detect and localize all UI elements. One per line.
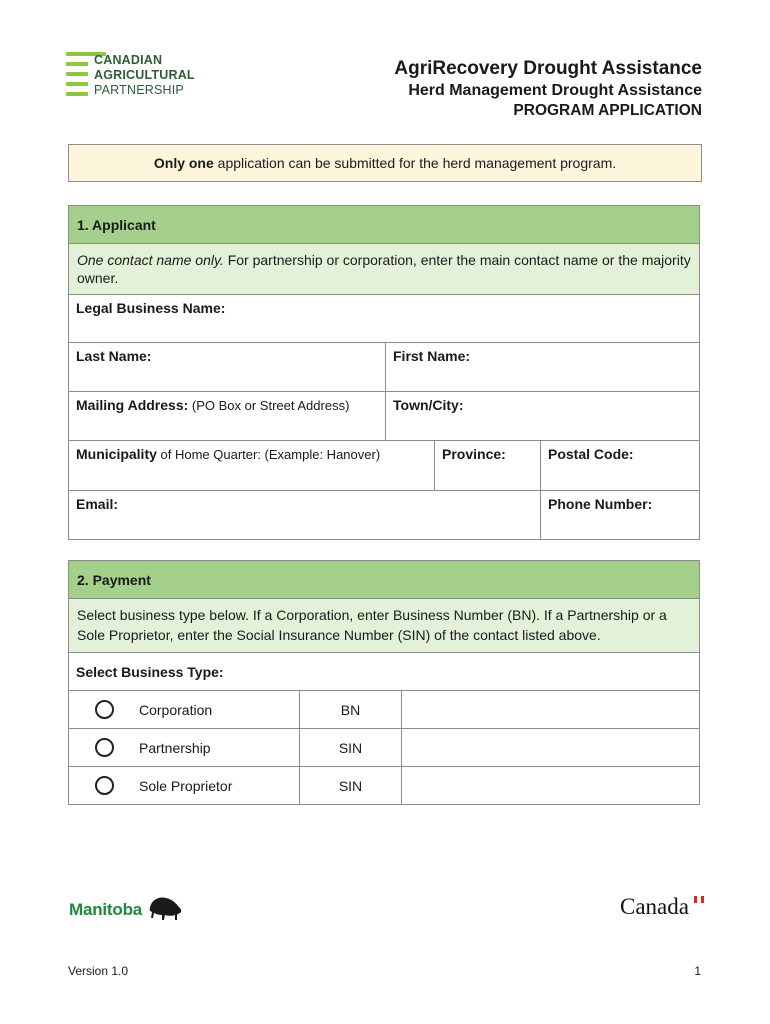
payment-heading: 2. Payment (69, 561, 699, 599)
payment-note: Select business type below. If a Corporation, enter Business Number (BN). If a Partnership or a Sole Proprietor, enter the Social Insurance Number (SIN) of the contact listed above. (69, 599, 699, 653)
applicant-note-text: For partnership or corporation, enter the main contact name or the majority owner. (77, 252, 691, 286)
page-subtitle-2: PROGRAM APPLICATION (513, 102, 702, 119)
logo-line-2: AGRICULTURAL (94, 68, 195, 82)
town-city-label: Town/City: (393, 397, 464, 413)
partnership-radio[interactable] (95, 738, 114, 757)
phone-number-input[interactable] (548, 516, 692, 532)
legal-business-name-row (69, 295, 699, 343)
municipality-hint: of Home Quarter: (Example: Hanover) (156, 447, 381, 462)
sole-proprietor-radio[interactable] (95, 776, 114, 795)
radio-cell (69, 691, 139, 728)
email-input[interactable] (76, 516, 533, 532)
canadian-agricultural-partnership-logo (66, 52, 196, 98)
name-row (69, 343, 699, 392)
payment-section (68, 560, 700, 805)
bn-input[interactable] (402, 691, 699, 728)
logo-bar-icon (66, 82, 88, 86)
postal-code-cell (540, 441, 699, 490)
business-type-name: Sole Proprietor (139, 777, 233, 794)
bison-icon (147, 894, 183, 922)
business-type-row-corporation (69, 690, 699, 728)
notice-bold: Only one (153, 155, 214, 171)
address-row (69, 392, 699, 441)
municipality-input[interactable] (76, 466, 427, 482)
canada-wordmark-logo (620, 894, 704, 924)
first-name-label: First Name: (393, 348, 471, 364)
last-name-cell (69, 343, 385, 391)
email-label: Email: (76, 496, 119, 512)
business-type-row-sole-proprietor (69, 766, 699, 804)
municipality-cell (69, 441, 434, 490)
notice-text: application can be submitted for the herd management program. (213, 155, 617, 171)
business-type-code: SIN (299, 767, 402, 804)
province-label: Province: (442, 446, 506, 462)
sole-proprietor-sin-input[interactable] (402, 767, 699, 804)
legal-business-name-label: Legal Business Name: (76, 300, 226, 316)
town-city-input[interactable] (393, 417, 692, 433)
contact-row (69, 491, 699, 539)
notice-box (68, 144, 702, 182)
applicant-section (68, 205, 700, 540)
logo-line-1: CANADIAN (94, 53, 163, 67)
location-row (69, 441, 699, 491)
first-name-input[interactable] (393, 368, 692, 384)
legal-business-name-input[interactable] (76, 320, 692, 336)
logo-line-3: PARTNERSHIP (94, 83, 184, 97)
last-name-label: Last Name: (76, 348, 152, 364)
business-type-code: BN (299, 691, 402, 728)
mailing-address-cell (69, 392, 385, 440)
version-label: Version 1.0 (68, 964, 129, 978)
province-input[interactable] (442, 466, 533, 482)
page-subtitle: Herd Management Drought Assistance (408, 82, 702, 99)
province-cell (434, 441, 540, 490)
logo-bar-icon (66, 92, 88, 96)
mailing-address-label: Mailing Address: (76, 397, 189, 413)
manitoba-logo (69, 894, 184, 924)
canada-wordmark: Canada (620, 894, 689, 919)
logo-bar-icon (66, 72, 88, 76)
postal-code-label: Postal Code: (548, 446, 634, 462)
corporation-radio[interactable] (95, 700, 114, 719)
business-type-code: SIN (299, 729, 402, 766)
manitoba-wordmark: Manitoba (69, 900, 143, 919)
page-title: AgriRecovery Drought Assistance (394, 58, 702, 79)
business-type-name: Partnership (139, 739, 211, 756)
page-number: 1 (694, 964, 701, 978)
applicant-note (69, 244, 699, 295)
canada-flag-icon (694, 896, 704, 903)
first-name-cell (385, 343, 699, 391)
postal-code-input[interactable] (548, 466, 692, 482)
phone-number-label: Phone Number: (548, 496, 653, 512)
radio-cell (69, 767, 139, 804)
applicant-note-italic: One contact name only. (77, 252, 224, 268)
email-cell (69, 491, 540, 539)
legal-business-name-cell (69, 295, 699, 342)
mailing-address-input[interactable] (76, 417, 378, 433)
phone-number-cell (540, 491, 699, 539)
partnership-sin-input[interactable] (402, 729, 699, 766)
select-business-type-label: Select Business Type: (76, 663, 224, 680)
radio-cell (69, 729, 139, 766)
last-name-input[interactable] (76, 368, 378, 384)
business-type-row-partnership (69, 728, 699, 766)
applicant-heading: 1. Applicant (69, 206, 699, 244)
municipality-label: Municipality (76, 446, 157, 462)
town-city-cell (385, 392, 699, 440)
logo-bar-icon (66, 62, 88, 66)
mailing-address-hint: (PO Box or Street Address) (188, 398, 350, 413)
business-type-name: Corporation (139, 701, 213, 718)
